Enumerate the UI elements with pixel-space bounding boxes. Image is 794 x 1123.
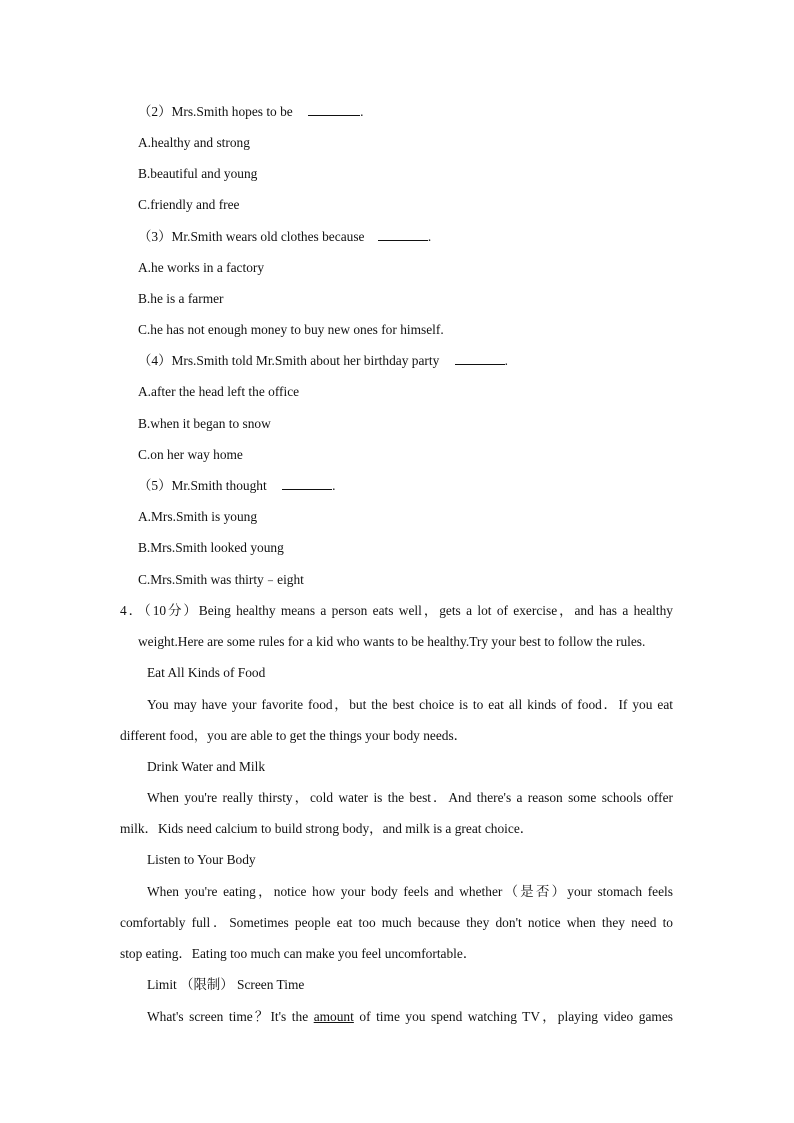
paragraph-body-line-1: When you're eating，notice how your body feels and whether（是否）your stomach feels — [147, 884, 673, 899]
section-heading-water: Drink Water and Milk — [147, 759, 266, 774]
paragraph-food-line-2: different food，you are able to get the things your body needs． — [120, 728, 468, 743]
question-3-option-c: C.he has not enough money to buy new ones for himself. — [138, 322, 444, 337]
question-5-option-a: A.Mrs.Smith is young — [138, 509, 258, 524]
question-2-option-c: C.friendly and free — [138, 197, 240, 212]
paragraph-body-line-2: comfortably full．Sometimes people eat too much because they don't notice when they need to — [120, 915, 673, 930]
question-3-stem: （3）Mr.Smith wears old clothes because . — [138, 229, 432, 244]
question-4-text: （4）Mrs.Smith told Mr.Smith about her birthday party — [138, 353, 440, 368]
section-heading-screen-time: Limit （限制） Screen Time — [147, 977, 305, 992]
question-4-option-a: A.after the head left the office — [138, 384, 300, 399]
question-5-stem: （5）Mr.Smith thought . — [138, 478, 336, 493]
answer-blank — [282, 477, 332, 490]
paragraph-screen-time-line-1: What's screen time？It's the amount of time you spend watching TV，playing video games — [147, 1009, 673, 1024]
question-3-text: （3）Mr.Smith wears old clothes because — [138, 229, 365, 244]
question-4-option-b: B.when it began to snow — [138, 416, 271, 431]
answer-blank — [308, 103, 360, 116]
paragraph-food-line-1: You may have your favorite food，but the best choice is to eat all kinds of food．If you eat — [147, 697, 673, 712]
paragraph-body-line-3: stop eating．Eating too much can make you feel uncomfortable． — [120, 946, 477, 961]
question-3-option-a: A.he works in a factory — [138, 260, 265, 275]
section-heading-body: Listen to Your Body — [147, 852, 256, 867]
question-2-option-a: A.healthy and strong — [138, 135, 250, 150]
question-4-stem: （4）Mrs.Smith told Mr.Smith about her birthday party . — [138, 353, 508, 368]
question-4-option-c: C.on her way home — [138, 447, 243, 462]
question-2-text: （2）Mrs.Smith hopes to be — [138, 104, 293, 119]
underlined-word-amount: amount — [313, 1009, 354, 1024]
passage-intro-line-1: 4．（10分）Being healthy means a person eats well，gets a lot of exercise，and has a healthy — [120, 603, 673, 618]
paragraph-water-line-2: milk．Kids need calcium to build strong body，and milk is a great choice． — [120, 821, 534, 836]
question-3-option-b: B.he is a farmer — [138, 291, 224, 306]
section-heading-food: Eat All Kinds of Food — [147, 665, 266, 680]
question-5-option-b: B.Mrs.Smith looked young — [138, 540, 284, 555]
question-5-option-c: C.Mrs.Smith was thirty﹣eight — [138, 572, 304, 587]
question-2-stem: （2）Mrs.Smith hopes to be . — [138, 104, 364, 119]
paragraph-water-line-1: When you're really thirsty，cold water is the best．And there's a reason some schools offer — [147, 790, 673, 805]
question-5-text: （5）Mr.Smith thought — [138, 478, 267, 493]
passage-intro-line-2: weight.Here are some rules for a kid who wants to be healthy.Try your best to follow the rules. — [138, 634, 646, 649]
answer-blank — [378, 228, 428, 241]
question-2-option-b: B.beautiful and young — [138, 166, 258, 181]
answer-blank — [455, 352, 505, 365]
